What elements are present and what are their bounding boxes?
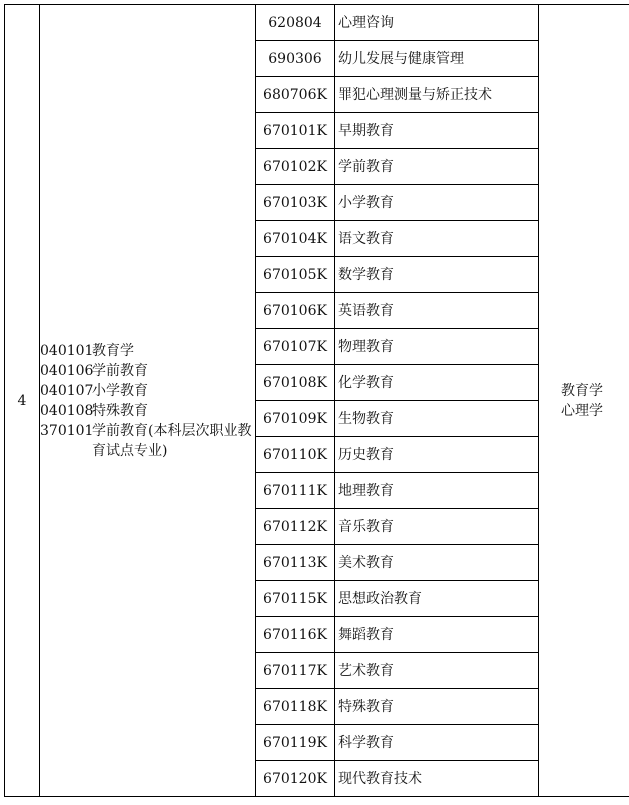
- undergrad-major-code: 040106: [40, 362, 94, 379]
- undergrad-major-name: 学前教育: [92, 362, 148, 379]
- vocational-major-code: 670112K: [256, 509, 335, 545]
- vocational-major-code: 670105K: [256, 257, 335, 293]
- vocational-major-code: 620804: [256, 5, 335, 41]
- discipline-name: 教育学: [561, 382, 603, 399]
- undergrad-major-item: [40, 361, 255, 381]
- vocational-major-name: 音乐教育: [335, 509, 539, 545]
- vocational-major-code: 670119K: [256, 725, 335, 761]
- undergrad-major-name: 特殊教育: [92, 402, 148, 419]
- table-row: [5, 5, 629, 41]
- vocational-major-code: 670111K: [256, 473, 335, 509]
- vocational-major-name: 心理咨询: [335, 5, 539, 41]
- row-number: 4: [5, 5, 40, 797]
- undergrad-majors-cell: [40, 5, 256, 797]
- vocational-major-name: 历史教育: [335, 437, 539, 473]
- vocational-major-name: 学前教育: [335, 149, 539, 185]
- vocational-major-code: 670103K: [256, 185, 335, 221]
- undergrad-major-code: 040107: [40, 382, 94, 399]
- vocational-major-code: 670109K: [256, 401, 335, 437]
- vocational-major-name: 罪犯心理测量与矫正技术: [335, 77, 539, 113]
- vocational-major-code: 670101K: [256, 113, 335, 149]
- vocational-major-name: 早期教育: [335, 113, 539, 149]
- undergrad-major-item: [40, 341, 255, 361]
- vocational-major-name: 艺术教育: [335, 653, 539, 689]
- vocational-major-name: 英语教育: [335, 293, 539, 329]
- undergrad-major-code: 040101: [40, 342, 94, 359]
- vocational-major-code: 670107K: [256, 329, 335, 365]
- vocational-major-code: 670118K: [256, 689, 335, 725]
- vocational-major-name: 生物教育: [335, 401, 539, 437]
- vocational-major-name: 科学教育: [335, 725, 539, 761]
- undergrad-major-name: 教育学: [92, 342, 134, 359]
- vocational-major-name: 语文教育: [335, 221, 539, 257]
- vocational-major-name: 现代教育技术: [335, 761, 539, 797]
- vocational-major-name: 小学教育: [335, 185, 539, 221]
- undergrad-major-item: [40, 421, 255, 461]
- undergrad-major-item: [40, 381, 255, 401]
- vocational-major-code: 670116K: [256, 617, 335, 653]
- vocational-major-code: 670108K: [256, 365, 335, 401]
- vocational-major-name: 舞蹈教育: [335, 617, 539, 653]
- vocational-major-code: 670110K: [256, 437, 335, 473]
- vocational-major-code: 670115K: [256, 581, 335, 617]
- vocational-major-code: 670120K: [256, 761, 335, 797]
- vocational-major-name: 美术教育: [335, 545, 539, 581]
- vocational-major-name: 地理教育: [335, 473, 539, 509]
- major-mapping-table: [4, 4, 629, 797]
- vocational-major-name: 数学教育: [335, 257, 539, 293]
- vocational-major-code: 690306: [256, 41, 335, 77]
- vocational-major-code: 680706K: [256, 77, 335, 113]
- undergrad-major-code: 370101: [40, 422, 94, 439]
- undergrad-major-name: 学前教育(本科层次职业教育试点专业): [92, 422, 252, 459]
- vocational-major-code: 670104K: [256, 221, 335, 257]
- vocational-major-name: 物理教育: [335, 329, 539, 365]
- undergrad-major-code: 040108: [40, 402, 94, 419]
- discipline-name: 心理学: [561, 402, 603, 419]
- undergrad-major-name: 小学教育: [92, 382, 148, 399]
- vocational-major-code: 670117K: [256, 653, 335, 689]
- vocational-major-name: 思想政治教育: [335, 581, 539, 617]
- undergrad-major-item: [40, 401, 255, 421]
- vocational-major-name: 特殊教育: [335, 689, 539, 725]
- vocational-major-code: 670102K: [256, 149, 335, 185]
- discipline-cell: [539, 5, 629, 797]
- vocational-major-name: 幼儿发展与健康管理: [335, 41, 539, 77]
- vocational-major-name: 化学教育: [335, 365, 539, 401]
- vocational-major-code: 670106K: [256, 293, 335, 329]
- vocational-major-code: 670113K: [256, 545, 335, 581]
